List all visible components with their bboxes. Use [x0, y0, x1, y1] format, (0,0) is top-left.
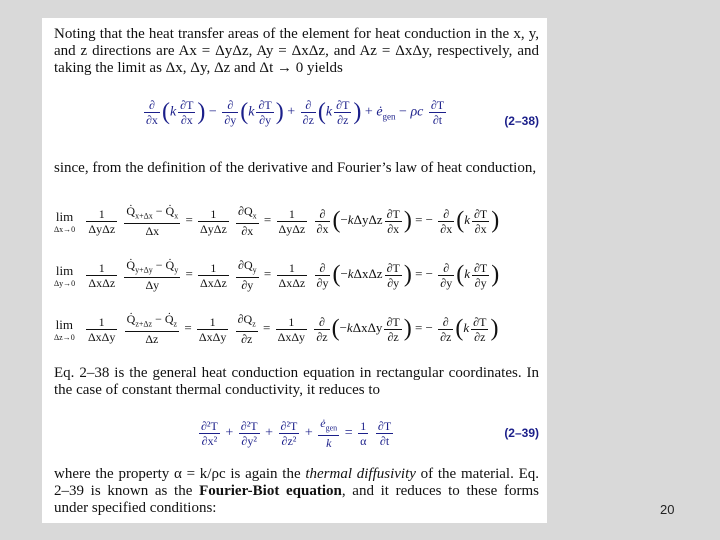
fourier-biot-text-3: , and it reduces to these forms under specified conditions: [54, 483, 539, 516]
limit-equation-x: lim Δx→0 $\frac{1}{\text{ΔyΔz}}$ $\frac{Q̇_{x+\Delta x} - Q̇_x}{\Delta x}$ = $\frac{1}{\text{ΔyΔz}}$ $\frac{\partial Q_x}{\partial x}$ = $\frac{1}{\text{ΔyΔz}}$ $\frac{\partial}{\partial x}$ (−kΔyΔz $\frac{\partial T}{\partial x}$ ) = − $\frac{\partial}{\partial x}$ (k $\frac{\partial T}{\partial x}$ ) [54, 204, 500, 239]
fourier-biot-paragraph [54, 466, 539, 517]
equation-2-39: $\frac{\text{∂²T}}{\text{∂x²}}$ + $\frac{\text{∂²T}}{\text{∂y²}}$ + $\frac{\text{∂²T}}{\text{∂z²}}$ + $\frac{ė_{gen}}{k}$ = $\frac{1}{\alpha}$ $\frac{\partial T}{\partial t}$ [201, 416, 392, 451]
thermal-diffusivity-term: thermal diffusivity [305, 466, 416, 482]
equation-2-39-number: (2–39) [504, 426, 539, 440]
equation-2-38: $\frac{\partial}{\partial x}$ (k $\frac{\partial T}{\partial x}$ ) − $\frac{\partial}{\partial y}$ (k $\frac{\partial T}{\partial y}$ ) + $\frac{\partial}{\partial z}$ (k $\frac{\partial T}{\partial z}$ ) + $ė_{gen} - \rho c$ $\frac{\partial T}{\partial t}$ [146, 98, 445, 127]
fourier-biot-term: Fourier-Biot equation [199, 483, 342, 499]
limit-equation-y: lim Δy→0 $\frac{1}{\text{ΔxΔz}}$ $\frac{Q̇_{y+\Delta y} - Q̇_y}{\Delta y}$ = $\frac{1}{\text{ΔxΔz}}$ $\frac{\partial Q_y}{\partial y}$ = $\frac{1}{\text{ΔxΔz}}$ $\frac{\partial}{\partial y}$ (−kΔxΔz $\frac{\partial T}{\partial y}$ ) = − $\frac{\partial}{\partial y}$ (k $\frac{\partial T}{\partial y}$ ) [54, 258, 500, 293]
equation-2-38-number: (2–38) [504, 114, 539, 128]
intro-paragraph: Noting that the heat transfer areas of the element for heat conduction in the x, y, and z directions are Ax = ΔyΔz, Ay = ΔxΔz, and Az = ΔxΔy, respectively, and taking the limit as Δx, Δy, Δz and Δt → 0 yields [54, 26, 539, 76]
slide-number: 20 [660, 502, 675, 517]
derivative-paragraph: since, from the definition of the derivative and Fourier’s law of heat conduction, [54, 160, 537, 176]
general-equation-paragraph: Eq. 2–38 is the general heat conduction equation in rectangular coordinates. In the case of constant thermal conductivity, it reduces to [54, 365, 539, 398]
limit-equation-z: lim Δz→0 $\frac{1}{\text{ΔxΔy}}$ $\frac{Q̇_{z+\Delta z} - Q̇_z}{\Delta z}$ = $\frac{1}{\text{ΔxΔy}}$ $\frac{\partial Q_z}{\partial z}$ = $\frac{1}{\text{ΔxΔy}}$ $\frac{\partial}{\partial z}$ (−kΔxΔy $\frac{\partial T}{\partial z}$ ) = − $\frac{\partial}{\partial z}$ (k $\frac{\partial T}{\partial z}$ ) [54, 312, 499, 347]
fourier-biot-text-1: where the property α = k/ρc is again the [54, 466, 306, 482]
textbook-page-image [42, 18, 547, 523]
fourier-biot-text-2: of the material. Eq. 2–39 is known as the [54, 466, 539, 499]
